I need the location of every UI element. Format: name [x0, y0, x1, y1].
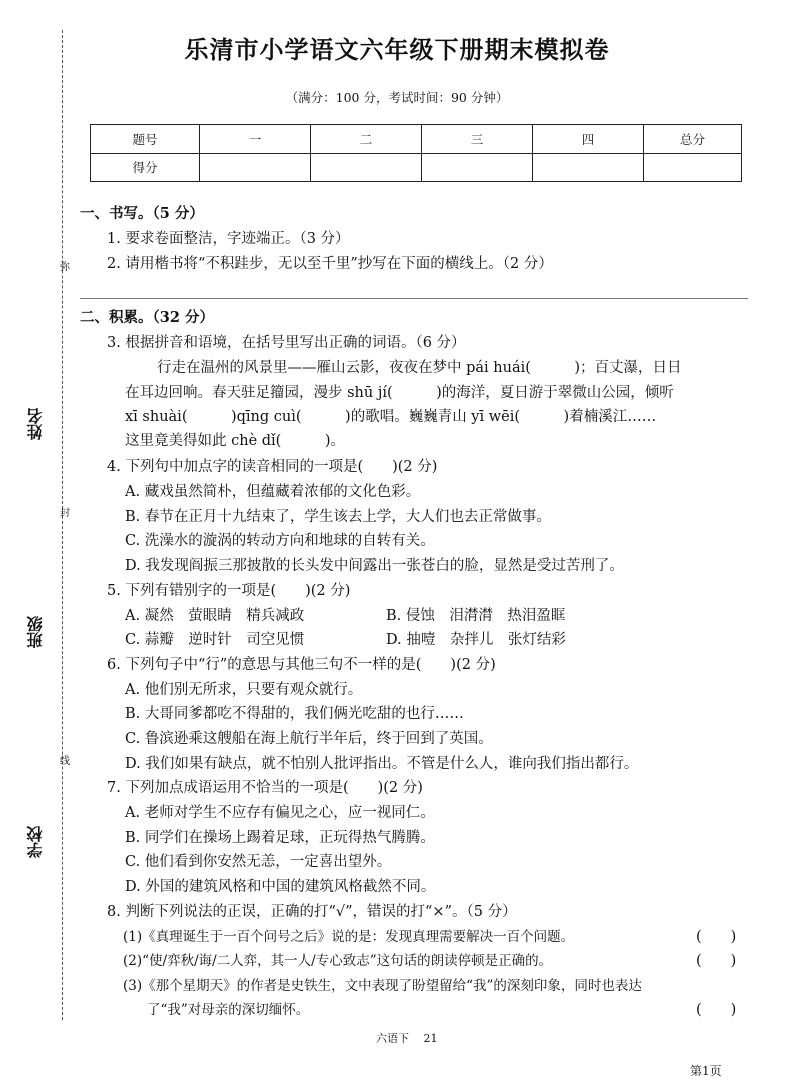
q4-option-c: C. 洗澡水的漩涡的转动方向和地球的自转有关。: [125, 533, 435, 549]
q5-option-d: D. 抽噎 杂拌儿 张灯结彩: [386, 632, 566, 648]
q6-option-d: D. 我们如果有缺点，就不怕别人批评指出。不管是什么人，谁向我们指出都行。: [125, 756, 639, 772]
score-header-cell: 总分: [644, 125, 742, 154]
side-label-name: 姓名: [26, 408, 45, 440]
seal-mark-xian: 线: [60, 756, 70, 767]
q7-stem: 7. 下列加点成语运用不恰当的一项是( )(2 分): [107, 780, 423, 796]
page-footer: 六语下 21: [376, 1032, 438, 1045]
q3-line3: xī shuài( )qīng cuì( )的歌唱。巍巍青山 yī wēi( )着楠溪江……: [125, 409, 657, 425]
score-entry-cell[interactable]: [644, 153, 742, 182]
q1-text: 1. 要求卷面整洁，字迹端正。（3 分）: [107, 231, 350, 247]
q5-option-b: B. 侵蚀 泪潸潸 热泪盈眶: [386, 608, 566, 624]
q4-option-d: D. 我发现阎振三那披散的长头发中间露出一张苍白的脸，显然是受过苦刑了。: [125, 558, 624, 574]
q7-option-d: D. 外国的建筑风格和中国的建筑风格截然不同。: [125, 879, 436, 895]
score-entry-cell[interactable]: [311, 153, 422, 182]
q8-statement-2: (2)“使/弈秋/诲/二人弈，其一人/专心致志”这句话的朗读停顿是正确的。: [123, 953, 553, 969]
side-label-class: 班级: [26, 616, 45, 648]
side-label-school: 学校: [26, 826, 45, 858]
page-number: 第1页: [690, 1064, 722, 1078]
q6-option-a: A. 他们别无所求，只要有观众就行。: [125, 682, 363, 698]
seal-cut-line: [62, 30, 63, 1020]
score-row-label: 得分: [91, 153, 200, 182]
q6-option-c: C. 鲁滨逊乘这艘船在海上航行半年后，终于回到了英国。: [125, 731, 493, 747]
q3-line4: 这里竟美得如此 chè dǐ( )。: [125, 433, 345, 449]
score-header-cell: 题号: [91, 125, 200, 154]
score-entry-cell[interactable]: [533, 153, 644, 182]
q5-option-c: C. 蒜瓣 逆时针 司空见惯: [125, 632, 305, 648]
score-table-header-row: [91, 125, 742, 154]
score-header-cell: 二: [311, 125, 422, 154]
exam-subtitle: （满分：100 分，考试时间：90 分钟）: [285, 90, 509, 105]
q8-answer-2[interactable]: ( ): [696, 953, 737, 969]
section1-heading: 一、书写。（5 分）: [80, 205, 204, 222]
q6-option-b: B. 大哥同爹都吃不得甜的，我们俩光吃甜的也行……: [125, 706, 464, 722]
q5-option-a: A. 凝然 萤眼睛 精兵减政: [125, 608, 305, 624]
q2-text: 2. 请用楷书将“不积跬步，无以至千里”抄写在下面的横线上。（2 分）: [107, 256, 553, 272]
score-header-cell: 一: [200, 125, 311, 154]
q5-stem: 5. 下列有错别字的一项是( )(2 分): [107, 583, 351, 599]
q8-statement-3a: (3)《那个星期天》的作者是史铁生，文中表现了盼望留给“我”的深刻印象，同时也表达: [123, 978, 642, 994]
section2-heading: 二、积累。（32 分）: [80, 309, 214, 326]
q8-stem: 8. 判断下列说法的正误，正确的打“√”，错误的打“×”。（5 分）: [107, 904, 517, 920]
q8-statement-3b: 了“我”对母亲的深切缅怀。: [147, 1002, 310, 1018]
q3-stem: 3. 根据拼音和语境，在括号里写出正确的词语。（6 分）: [107, 335, 466, 351]
q3-line2: 在耳边回响。春天驻足籀园，漫步 shū jí( )的海洋，夏日游于翠微山公园，倾听: [125, 385, 674, 401]
score-table-row: [91, 153, 742, 182]
score-entry-cell[interactable]: [200, 153, 311, 182]
q4-stem: 4. 下列句中加点字的读音相同的一项是( )(2 分): [107, 459, 438, 475]
q3-line1: 行走在温州的风景里——雁山云影，夜夜在梦中 pái huái( )；百丈瀑，日日: [157, 360, 682, 376]
q7-option-c: C. 他们看到你安然无恙，一定喜出望外。: [125, 854, 392, 870]
seal-mark-feng: 封: [60, 508, 70, 519]
q8-answer-3[interactable]: ( ): [696, 1002, 737, 1018]
score-header-cell: 四: [533, 125, 644, 154]
q4-option-b: B. 春节在正月十九结束了，学生该去上学，大人们也去正常做事。: [125, 509, 551, 525]
score-entry-cell[interactable]: [422, 153, 533, 182]
writing-line[interactable]: [80, 298, 748, 299]
q6-stem: 6. 下列句子中“行”的意思与其他三句不一样的是( )(2 分): [107, 657, 496, 673]
exam-title: 乐清市小学语文六年级下册期末模拟卷: [184, 35, 610, 64]
q4-option-a: A. 藏戏虽然简朴，但蕴藏着浓郁的文化色彩。: [125, 484, 421, 500]
score-header-cell: 三: [422, 125, 533, 154]
seal-mark-mi: 弥: [60, 262, 70, 273]
q7-option-a: A. 老师对学生不应存有偏见之心，应一视同仁。: [125, 805, 435, 821]
q7-option-b: B. 同学们在操场上踢着足球，正玩得热气腾腾。: [125, 830, 435, 846]
score-table: [90, 124, 742, 182]
q8-answer-1[interactable]: ( ): [696, 929, 737, 945]
q8-statement-1: (1)《真理诞生于一百个问号之后》说的是：发现真理需要解决一百个问题。: [123, 929, 575, 945]
